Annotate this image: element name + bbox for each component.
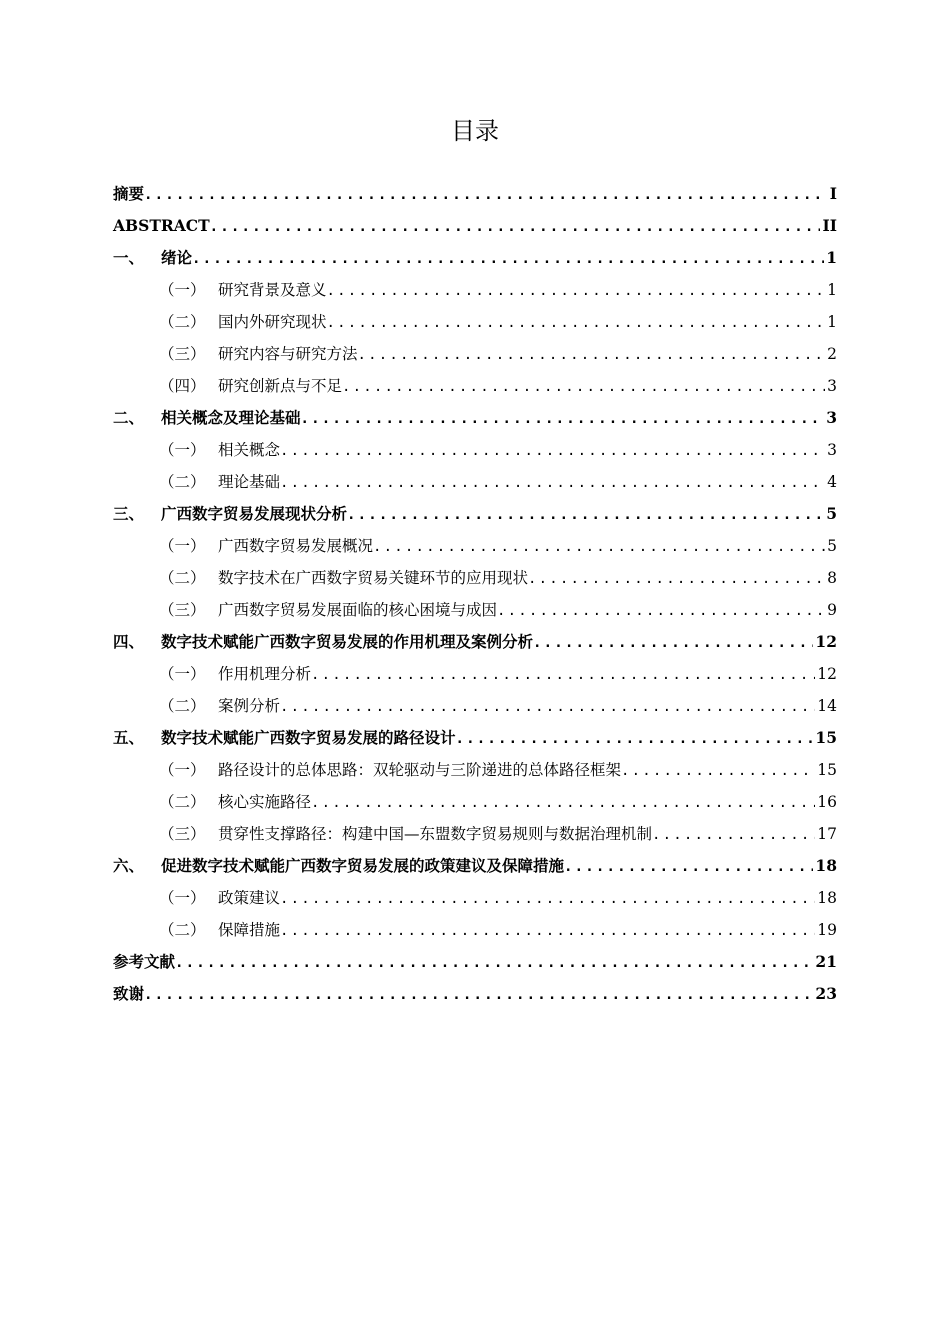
toc-entry[interactable] xyxy=(113,370,837,402)
toc-entry-title: 促进数字技术赋能广西数字贸易发展的政策建议及保障措施 xyxy=(161,856,565,875)
toc-entry-number: 三、 xyxy=(113,504,145,523)
toc-entry-title: 案例分析 xyxy=(218,697,281,715)
toc-leader-dots xyxy=(210,211,821,243)
toc-entry-number: （一） xyxy=(159,889,206,907)
toc-entry-page-number: 4 xyxy=(827,473,837,491)
toc-entry-title: 研究内容与研究方法 xyxy=(218,345,358,363)
toc-entry-page-number: 1 xyxy=(827,313,837,331)
toc-entry-page-number: 16 xyxy=(817,793,837,811)
toc-entry-page-number: 21 xyxy=(815,952,837,971)
toc-leader-dots xyxy=(280,435,825,467)
toc-entry-title: 绪论 xyxy=(161,248,193,267)
toc-entry-page-number: 12 xyxy=(815,632,837,651)
toc-entry[interactable] xyxy=(113,946,837,978)
toc-leader-dots xyxy=(652,819,815,851)
toc-entry[interactable] xyxy=(113,786,837,818)
toc-entry-title: 贯穿性支撑路径：构建中国—东盟数字贸易规则与数据治理机制 xyxy=(218,825,653,843)
toc-entry-page-number: 15 xyxy=(817,761,837,779)
toc-entry-page-number: 18 xyxy=(815,856,837,875)
toc-entry-title: 路径设计的总体思路：双轮驱动与三阶递进的总体路径框架 xyxy=(218,761,622,779)
toc-entry-title: 数字技术赋能广西数字贸易发展的作用机理及案例分析 xyxy=(161,632,534,651)
toc-entry[interactable] xyxy=(113,594,837,626)
toc-leader-dots xyxy=(564,851,813,883)
toc-leader-dots xyxy=(280,467,825,499)
toc-entry-title: 国内外研究现状 xyxy=(218,313,327,331)
toc-entry-number: （三） xyxy=(159,825,206,843)
toc-entry[interactable] xyxy=(113,626,837,658)
toc-entry-number: 二、 xyxy=(113,408,145,427)
toc-entry-title: 数字技术赋能广西数字贸易发展的路径设计 xyxy=(161,728,456,747)
toc-entry-number: （二） xyxy=(159,697,206,715)
toc-entry[interactable] xyxy=(113,274,837,306)
toc-entry-number: （一） xyxy=(159,665,206,683)
toc-entry-number: （二） xyxy=(159,313,206,331)
toc-entry-page-number: 1 xyxy=(826,248,837,267)
toc-entry[interactable] xyxy=(113,978,837,1010)
toc-leader-dots xyxy=(342,371,825,403)
toc-entry-title: 参考文献 xyxy=(113,952,176,971)
toc-entry-number: （三） xyxy=(159,601,206,619)
toc-entry-page-number: 19 xyxy=(817,921,837,939)
toc-entry-page-number: 12 xyxy=(817,665,837,683)
toc-leader-dots xyxy=(533,627,813,659)
toc-entry-title: 摘要 xyxy=(113,184,145,203)
toc-entry[interactable] xyxy=(113,402,837,434)
toc-entry-page-number: 2 xyxy=(827,345,837,363)
toc-entry-page-number: 5 xyxy=(827,537,837,555)
toc-entry-title: 数字技术在广西数字贸易关键环节的应用现状 xyxy=(218,569,529,587)
toc-entry-number: 一、 xyxy=(113,248,145,267)
toc-entry-page-number: 8 xyxy=(827,569,837,587)
toc-entry-page-number: 3 xyxy=(827,377,837,395)
toc-leader-dots xyxy=(347,499,824,531)
toc-leader-dots xyxy=(175,947,813,979)
toc-entry[interactable] xyxy=(113,338,837,370)
toc-leader-dots xyxy=(144,179,825,211)
toc-list xyxy=(113,178,837,1010)
toc-leader-dots xyxy=(311,787,815,819)
toc-entry-title: 广西数字贸易发展面临的核心困境与成因 xyxy=(218,601,498,619)
toc-entry-page-number: 23 xyxy=(815,984,837,1003)
toc-leader-dots xyxy=(280,883,815,915)
toc-leader-dots xyxy=(621,755,815,787)
toc-entry-title: 保障措施 xyxy=(218,921,281,939)
toc-leader-dots xyxy=(311,659,815,691)
toc-entry[interactable] xyxy=(113,690,837,722)
toc-leader-dots xyxy=(327,307,825,339)
toc-entry-page-number: 17 xyxy=(817,825,837,843)
toc-entry-number: （一） xyxy=(159,441,206,459)
toc-leader-dots xyxy=(280,691,815,723)
toc-entry-page-number: 3 xyxy=(826,408,837,427)
toc-entry-title: 广西数字贸易发展概况 xyxy=(218,537,374,555)
toc-leader-dots xyxy=(528,563,825,595)
toc-entry-title: 广西数字贸易发展现状分析 xyxy=(161,504,348,523)
toc-entry-title: 致谢 xyxy=(113,984,145,1003)
toc-entry-page-number: 14 xyxy=(817,697,837,715)
toc-entry-page-number: 18 xyxy=(817,889,837,907)
toc-entry-number: （一） xyxy=(159,281,206,299)
toc-leader-dots xyxy=(497,595,825,627)
toc-leader-dots xyxy=(373,531,825,563)
toc-entry-page-number: 3 xyxy=(827,441,837,459)
toc-entry[interactable] xyxy=(113,466,837,498)
toc-leader-dots xyxy=(144,979,813,1011)
toc-leader-dots xyxy=(280,915,815,947)
toc-entry-title: 研究创新点与不足 xyxy=(218,377,343,395)
toc-entry-number: （四） xyxy=(159,377,206,395)
toc-entry-number: （一） xyxy=(159,537,206,555)
toc-entry-title: 理论基础 xyxy=(218,473,281,491)
toc-entry[interactable] xyxy=(113,178,837,210)
toc-entry-page-number: I xyxy=(829,184,837,203)
toc-entry[interactable] xyxy=(113,658,837,690)
toc-entry-title: 相关概念 xyxy=(218,441,281,459)
toc-leader-dots xyxy=(456,723,814,755)
toc-entry[interactable] xyxy=(113,882,837,914)
toc-entry-number: （二） xyxy=(159,793,206,811)
toc-leader-dots xyxy=(301,403,825,435)
toc-entry[interactable] xyxy=(113,530,837,562)
toc-entry-title: 核心实施路径 xyxy=(218,793,312,811)
toc-entry[interactable] xyxy=(113,434,837,466)
toc-entry-page-number: 15 xyxy=(815,728,837,747)
toc-entry[interactable] xyxy=(113,210,837,242)
toc-entry[interactable] xyxy=(113,818,837,850)
toc-entry-number: 四、 xyxy=(113,632,145,651)
toc-entry-title: 研究背景及意义 xyxy=(218,281,327,299)
toc-entry[interactable] xyxy=(113,306,837,338)
toc-entry-title: 政策建议 xyxy=(218,889,281,907)
toc-entry-number: （三） xyxy=(159,345,206,363)
toc-entry-number: 六、 xyxy=(113,856,145,875)
toc-entry[interactable] xyxy=(113,562,837,594)
toc-entry-number: （一） xyxy=(159,761,206,779)
toc-entry-page-number: 5 xyxy=(826,504,837,523)
toc-leader-dots xyxy=(358,339,825,371)
toc-entry[interactable] xyxy=(113,722,837,754)
toc-entry-page-number: II xyxy=(822,216,837,235)
toc-entry-page-number: 9 xyxy=(827,601,837,619)
toc-entry-number: （二） xyxy=(159,569,206,587)
toc-leader-dots xyxy=(327,275,825,307)
toc-entry-page-number: 1 xyxy=(827,281,837,299)
toc-entry[interactable] xyxy=(113,914,837,946)
toc-title: 目录 xyxy=(451,117,499,145)
toc-entry[interactable] xyxy=(113,850,837,882)
toc-entry-number: （二） xyxy=(159,473,206,491)
toc-entry[interactable] xyxy=(113,242,837,274)
toc-entry-number: （二） xyxy=(159,921,206,939)
toc-entry-title: 相关概念及理论基础 xyxy=(161,408,301,427)
toc-leader-dots xyxy=(192,243,824,275)
toc-entry[interactable] xyxy=(113,498,837,530)
toc-entry-title: 作用机理分析 xyxy=(218,665,312,683)
toc-entry-title: ABSTRACT xyxy=(113,216,210,235)
toc-entry[interactable] xyxy=(113,754,837,786)
toc-entry-number: 五、 xyxy=(113,728,145,747)
